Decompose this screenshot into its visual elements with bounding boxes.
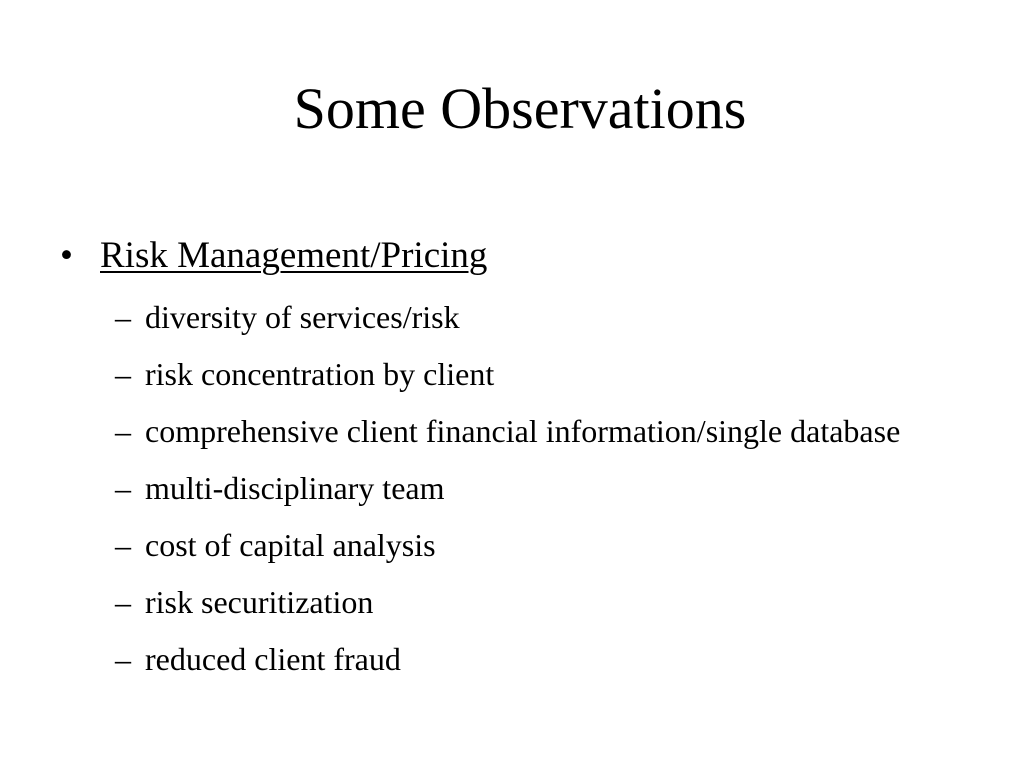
dash-marker: – (115, 641, 131, 677)
dash-marker: – (115, 527, 131, 563)
sub-bullet-item (115, 351, 965, 398)
slide-title: Some Observations (293, 76, 747, 141)
sub-bullet-text: cost of capital analysis (145, 527, 436, 563)
sub-bullet-text: diversity of services/risk (145, 299, 460, 335)
dash-marker: – (115, 413, 131, 449)
dash-marker: – (115, 470, 131, 506)
sub-bullet-item (115, 294, 965, 341)
sub-bullet-item (115, 522, 965, 569)
sub-bullet-item (115, 465, 965, 512)
sub-bullet-text: comprehensive client financial information/single database (145, 413, 901, 449)
bullet-heading: Risk Management/Pricing (100, 235, 488, 276)
sub-bullet-list (115, 294, 965, 693)
sub-bullet-text: multi-disciplinary team (145, 470, 445, 506)
dash-marker: – (115, 356, 131, 392)
dash-marker: – (115, 584, 131, 620)
sub-bullet-text: risk securitization (145, 584, 374, 620)
sub-bullet-text: reduced client fraud (145, 641, 401, 677)
bullet-item (60, 232, 487, 280)
sub-bullet-item (115, 636, 965, 683)
dash-marker: – (115, 299, 131, 335)
sub-bullet-item (115, 579, 965, 626)
bullet-marker: • (60, 235, 73, 276)
sub-bullet-text: risk concentration by client (145, 356, 495, 392)
sub-bullet-item (115, 408, 965, 455)
